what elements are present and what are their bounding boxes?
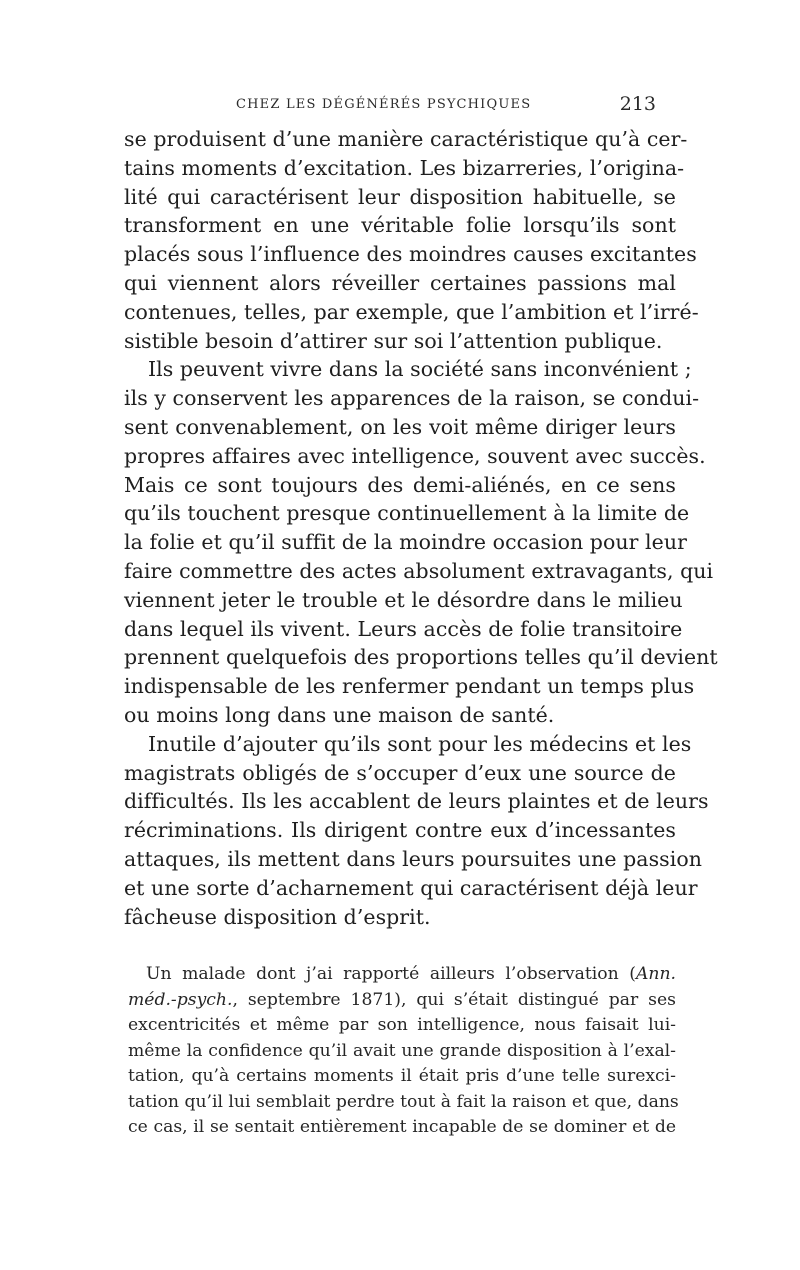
text-line: se produisent d’une manière caractéristique qu’à cer- — [124, 127, 688, 151]
running-head: CHEZ LES DÉGÉNÉRÉS PSYCHIQUES — [236, 97, 532, 112]
text-line: la folie et qu’il suffit de la moindre occasion pour leur — [124, 530, 687, 555]
footnote-line: tation qu’il lui semblait perdre tout à fait la raison et que, dans — [128, 1091, 679, 1112]
text-line: contenues, telles, par exemple, que l’ambition et l’irré- — [124, 299, 699, 324]
page-number: 213 — [619, 93, 656, 115]
text-line: prennent quelquefois des proportions telles qu’il devient — [124, 645, 718, 670]
footnote-line — [128, 988, 676, 1014]
text-line: propres affaires avec intelligence, souvent avec succès. — [124, 443, 706, 468]
text-line: magistrats obligés de s’occuper d’eux une source de — [124, 760, 676, 785]
text-line: placés sous l’influence des moindres causes excitantes — [124, 242, 697, 267]
text-line: fâcheuse disposition d’esprit. — [124, 904, 431, 929]
footnote-line: même la confidence qu’il avait une grande disposition à l’exal- — [128, 1040, 676, 1061]
footnote-text: Un malade dont j’ai rapporté ailleurs l’observation ( — [146, 964, 636, 984]
text-line: difficultés. Ils les accablent de leurs plaintes et de leurs — [124, 789, 709, 814]
text-line: sent convenablement, on les voit même diriger leurs — [124, 414, 676, 439]
text-line: dans lequel ils vivent. Leurs accès de folie transitoire — [124, 616, 683, 641]
text-line: indispensable de les renfermer pendant un temps plus — [124, 674, 695, 699]
text-line: ils y conservent les apparences de la raison, se condui- — [124, 386, 700, 411]
page-header — [236, 93, 656, 119]
text-line: récriminations. Ils dirigent contre eux d’incessantes — [124, 818, 676, 843]
footnote-line: ce cas, il se sentait entièrement incapable de se dominer et de — [128, 1117, 676, 1137]
text-line: Inutile d’ajouter qu’ils sont pour les médecins et les — [148, 731, 692, 756]
text-line: lité qui caractérisent leur disposition habituelle, se — [124, 184, 676, 209]
text-line: faire commettre des actes absolument extravagants, qui — [124, 558, 714, 583]
footnote-citation: Ann. — [635, 964, 676, 984]
text-line: viennent jeter le trouble et le désordre dans le milieu — [124, 587, 683, 612]
text-line: ou moins long dans une maison de santé. — [124, 702, 555, 727]
text-line: sistible besoin d’attirer sur soi l’attention publique. — [124, 328, 663, 353]
text-line: Ils peuvent vivre dans la société sans inconvénient ; — [148, 357, 692, 382]
footnote-text: , septembre 1871), qui s’était distingué par ses — [232, 989, 676, 1010]
footnote — [128, 962, 679, 1141]
footnote-line — [128, 962, 676, 988]
text-line: qui viennent alors réveiller certaines passions mal — [124, 270, 676, 295]
text-line: transforment en une véritable folie lorsqu’ils sont — [124, 213, 676, 238]
text-line: attaques, ils mettent dans leurs poursuites une passion — [124, 846, 702, 871]
text-line: et une sorte d’acharnement qui caractérisent déjà leur — [124, 875, 698, 900]
footnote-citation: méd.-psych. — [128, 989, 233, 1010]
text-line: qu’ils touchent presque continuellement à la limite de — [124, 501, 690, 526]
text-line: Mais ce sont toujours des demi-aliénés, en ce sens — [124, 472, 676, 497]
footnote-line: tation, qu’à certains moments il était pris d’une telle surexci- — [128, 1066, 676, 1086]
footnote-line: excentricités et même par son intelligence, nous faisait lui- — [128, 1015, 676, 1035]
text-line: tains moments d’excitation. Les bizarreries, l’origina- — [124, 155, 685, 180]
main-text — [124, 125, 718, 931]
